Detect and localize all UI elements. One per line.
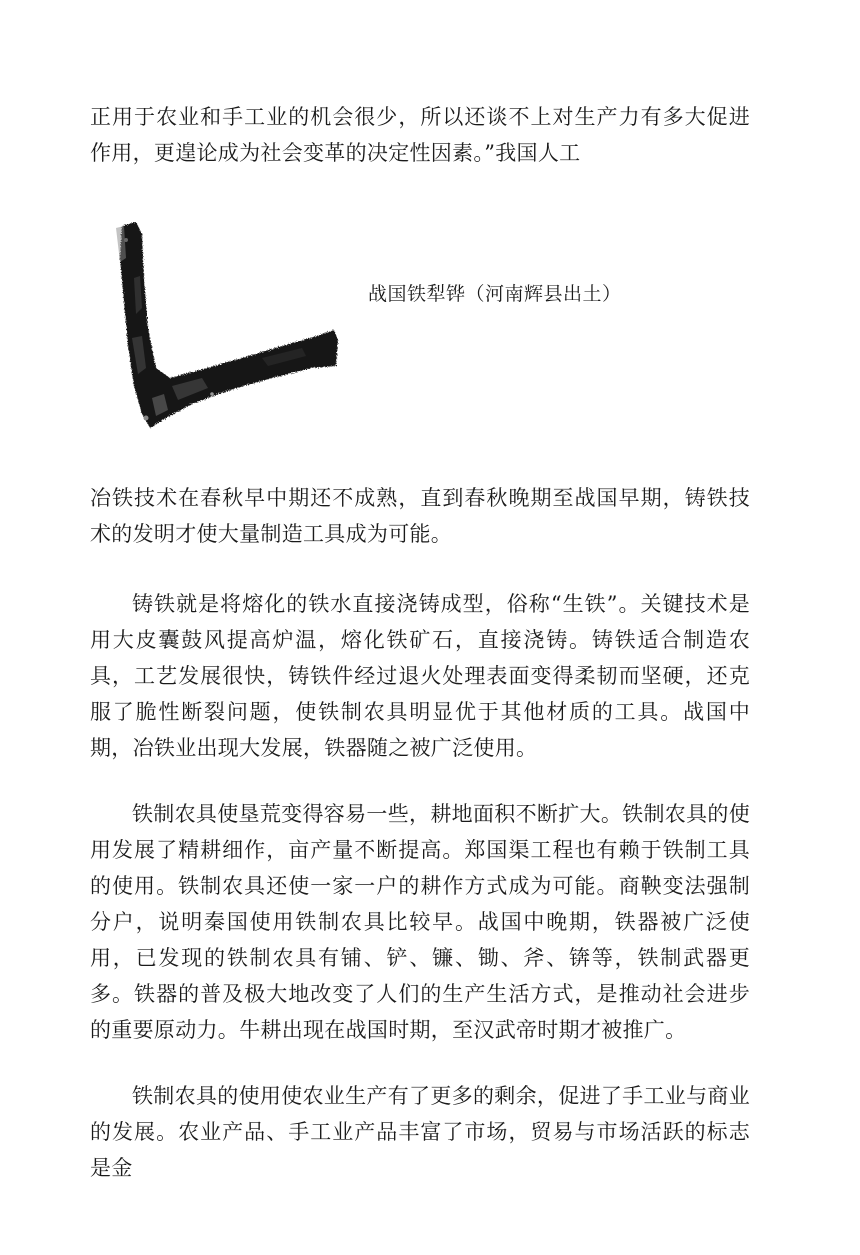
- paragraph-2: 冶铁技术在春秋早中期还不成熟，直到春秋晚期至战国早期，铸铁技术的发明才使大量制造工具成为可能。: [90, 486, 750, 546]
- paragraph-1: 正用于农业和手工业的机会很少，所以还谈不上对生产力有多大促进作用，更遑论成为社会变革的决定性因素。”我国人工: [90, 105, 750, 165]
- paragraph-5: 铁制农具的使用使农业生产有了更多的剩余，促进了手工业与商业的发展。农业产品、手工业产品丰富了市场，贸易与市场活跃的标志是金: [90, 1084, 750, 1180]
- figure-caption: 战国铁犁铧（河南辉县出土）: [368, 283, 622, 305]
- paragraph-3: 铸铁就是将熔化的铁水直接浇铸成型，俗称“生铁”。关键技术是用大皮囊鼓风提高炉温，熔化铁矿石，直接浇铸。铸铁适合制造农具，工艺发展很快，铸铁件经过退火处理表面变得柔韧而坚硬，还克服了脆性断裂问题，使铁制农具明显优于其他材质的工具。战国中期，冶铁业出现大发展，铁器随之被广泛使用。: [90, 592, 750, 760]
- iron-plowshare-image: [112, 218, 348, 446]
- paragraph-4: 铁制农具使垦荒变得容易一些，耕地面积不断扩大。铁制农具的使用发展了精耕细作，亩产量不断提高。郑国渠工程也有赖于铁制工具的使用。铁制农具还使一家一户的耕作方式成为可能。商鞅变法强制分户，说明秦国使用铁制农具比较早。战国中晚期，铁器被广泛使用，已发现的铁制农具有铺、铲、镰、锄、斧、锛等，铁制武器更多。铁器的普及极大地改变了人们的生产生活方式，是推动社会进步的重要原动力。牛耕出现在战国时期，至汉武帝时期才被推广。: [90, 802, 750, 1042]
